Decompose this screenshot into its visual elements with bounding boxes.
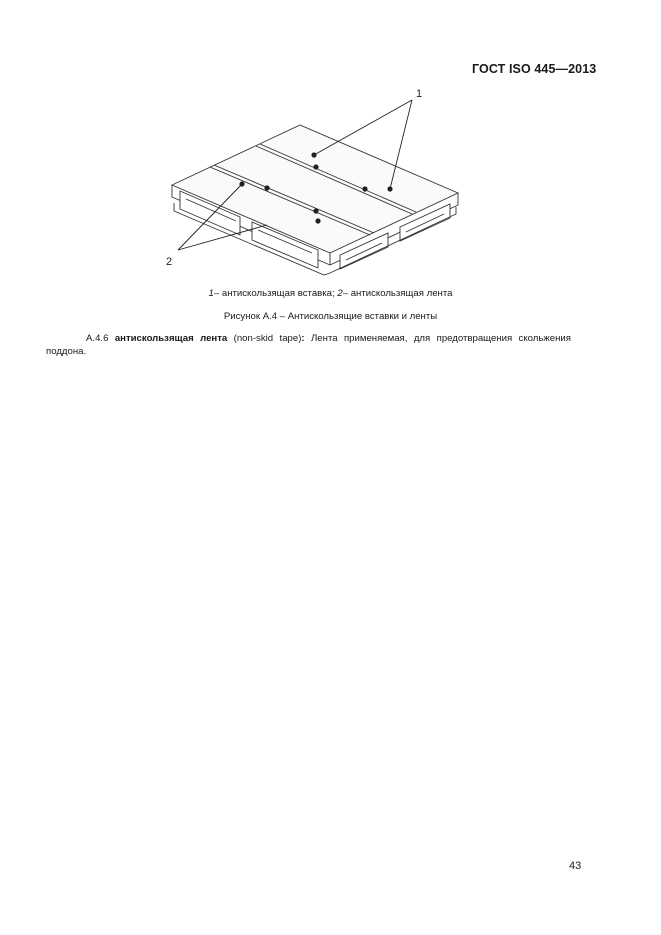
figure-legend xyxy=(0,288,661,299)
anti-skid-insert xyxy=(313,208,318,213)
legend-number-1: 1 xyxy=(208,288,214,299)
anti-skid-insert xyxy=(313,164,318,169)
anti-skid-insert xyxy=(264,185,269,190)
document-code: ГОСТ ISO 445—2013 xyxy=(472,62,597,76)
definition-paragraph xyxy=(46,333,571,358)
figure-title: Рисунок А.4 – Антискользящие вставки и ленты xyxy=(223,311,438,322)
anti-skid-insert xyxy=(315,218,320,223)
legend-text-1: – антискользящая вставка; xyxy=(213,288,335,299)
page-number: 43 xyxy=(569,860,582,872)
pallet-drawing xyxy=(150,85,480,280)
term-colon: : xyxy=(301,333,305,344)
anti-skid-insert xyxy=(362,186,367,191)
callout-label-1: 1 xyxy=(416,88,423,100)
pallet-figure xyxy=(150,85,480,280)
leader-line-1 xyxy=(314,100,412,155)
callout-label-2: 2 xyxy=(166,256,173,268)
legend-number-2: 2 xyxy=(337,288,343,299)
term-english: (non-skid tape) xyxy=(233,333,302,344)
definition-text: Лента применяемая, для предотвращения скольжения поддона. xyxy=(46,333,571,357)
legend-text-2: – антискользящая лента xyxy=(342,288,453,299)
clause-number: А.4.6 xyxy=(86,333,109,344)
term: антискользящая лента xyxy=(114,333,228,344)
